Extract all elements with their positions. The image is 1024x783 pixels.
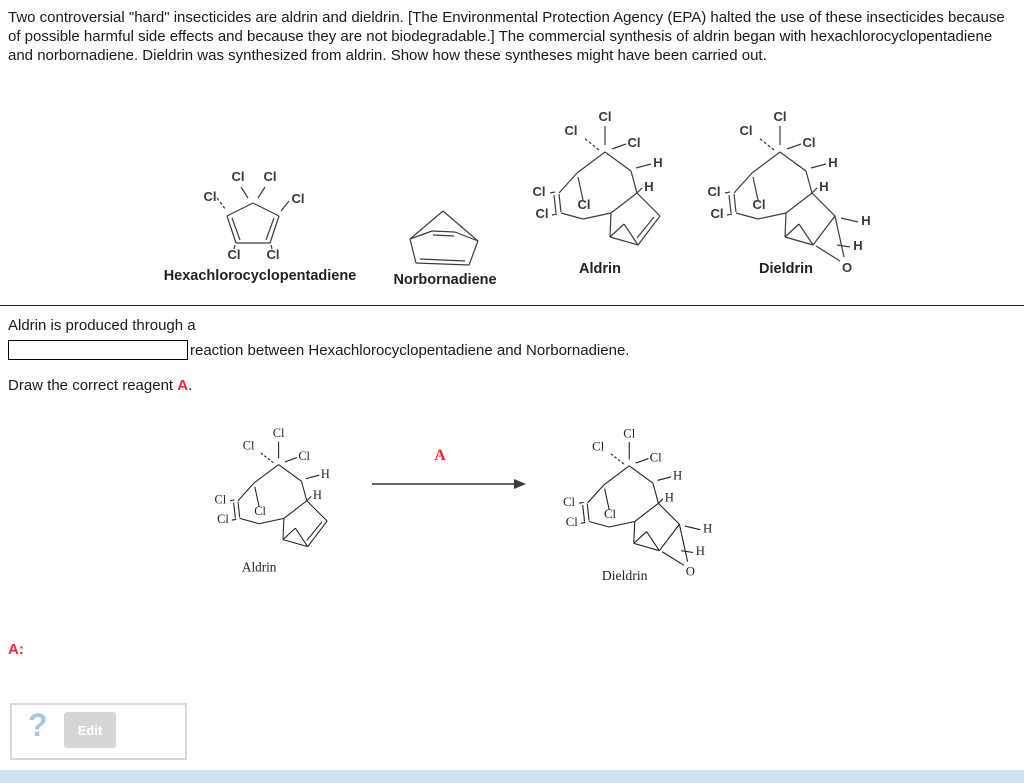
problem-statement: Two controversial "hard" insecticides are aldrin and dieldrin. [The Environmental Protection Agency (EPA) halted the use of these insecticides because of possible harmful side effects and because they are not biodegradable.] The commercial synthesis of aldrin began with hexachlorocyclopentadiene and norbornadiene. Dieldrin was synthesized from aldrin. Show how these syntheses might have been carried out. (8, 9, 1005, 64)
cl-atom-label: Cl (565, 515, 578, 530)
reaction-type-input[interactable] (8, 340, 188, 360)
draw-prompt-suffix: . (188, 377, 193, 394)
cl-atom-label: Cl (564, 123, 578, 138)
hexachlorocyclopentadiene-structure (158, 160, 362, 284)
cl-atom-label: Cl (627, 135, 641, 150)
cl-atom-label: Cl (710, 206, 724, 221)
molecule-name: Dieldrin (759, 261, 813, 277)
cl-atom-label: Cl (217, 511, 229, 526)
cl-atom-label: Cl (242, 438, 255, 453)
molecule-name: Aldrin (579, 261, 621, 277)
h-atom-label: H (853, 238, 863, 253)
o-atom-label: O (685, 564, 695, 579)
cl-atom-label: Cl (598, 109, 612, 124)
h-atom-label: H (695, 544, 705, 559)
dieldrin-structure (700, 105, 888, 287)
answer-widget[interactable] (10, 703, 187, 760)
molecule-name: Norbornadiene (393, 272, 497, 288)
cl-atom-label: Cl (739, 123, 753, 138)
question-intro-text: Aldrin is produced through a (8, 317, 196, 334)
cl-atom-label: Cl (203, 189, 217, 204)
arrow-reagent-label: A (434, 447, 446, 464)
cl-atom-label: Cl (272, 426, 285, 441)
cl-atom-label: Cl (802, 135, 816, 150)
h-atom-label: H (320, 466, 330, 481)
norbornadiene-structure (383, 197, 508, 289)
h-atom-label: H (664, 490, 674, 505)
bond-lines (410, 211, 478, 265)
section-divider (0, 305, 1024, 306)
bond-lines (217, 187, 289, 249)
bond-lines (725, 126, 858, 261)
question-mark-icon: ? (28, 707, 48, 743)
h-atom-label: H (819, 179, 829, 194)
cl-atom-label: Cl (231, 169, 245, 184)
cl-atom-label: Cl (227, 247, 241, 262)
cl-atom-label: Cl (563, 495, 576, 509)
cl-atom-label: Cl (535, 206, 549, 221)
cl-atom-label: Cl (298, 449, 311, 464)
h-atom-label: H (828, 155, 838, 170)
bottom-bar (0, 770, 1024, 783)
h-atom-label: H (703, 521, 713, 536)
cl-atom-label: Cl (623, 426, 636, 441)
cl-atom-label: Cl (577, 197, 591, 212)
cl-atom-label: Cl (592, 439, 605, 454)
cl-atom-label: Cl (649, 450, 662, 465)
aldrin-structure (525, 105, 695, 277)
aldrin-structure-reactant (208, 423, 358, 575)
cl-atom-label: Cl (773, 109, 787, 124)
cl-atom-label: Cl (604, 506, 617, 521)
draw-prompt-prefix: Draw the correct reagent (8, 377, 178, 394)
cl-atom-label: Cl (532, 184, 546, 199)
cl-atom-label: Cl (214, 492, 227, 507)
molecule-name: Dieldrin (601, 567, 648, 583)
molecule-name: Hexachlorocyclopentadiene (163, 268, 357, 284)
draw-reagent-prompt (8, 377, 192, 394)
h-atom-label: H (861, 213, 871, 228)
cl-atom-label: Cl (266, 247, 280, 262)
cl-atom-label: Cl (291, 191, 305, 206)
molecule-name: Aldrin (241, 559, 277, 575)
answer-label: A: (8, 641, 24, 658)
cl-atom-label: Cl (752, 197, 766, 212)
o-atom-label: O (841, 260, 853, 275)
cl-atom-label: Cl (254, 503, 266, 518)
h-atom-label: H (312, 488, 322, 502)
cl-atom-label: Cl (263, 169, 277, 184)
reaction-arrow (368, 444, 528, 496)
dieldrin-structure-product (556, 423, 728, 589)
h-atom-label: H (672, 468, 683, 483)
cl-atom-label: Cl (707, 184, 721, 199)
h-atom-label: H (653, 155, 663, 170)
arrow-line (372, 479, 526, 489)
h-atom-label: H (644, 179, 654, 194)
edit-button[interactable]: Edit (64, 712, 116, 748)
reagent-letter: A (177, 377, 189, 394)
question-after-blank-text: reaction between Hexachlorocyclopentadiene and Norbornadiene. (190, 342, 630, 359)
bond-lines (579, 442, 700, 565)
